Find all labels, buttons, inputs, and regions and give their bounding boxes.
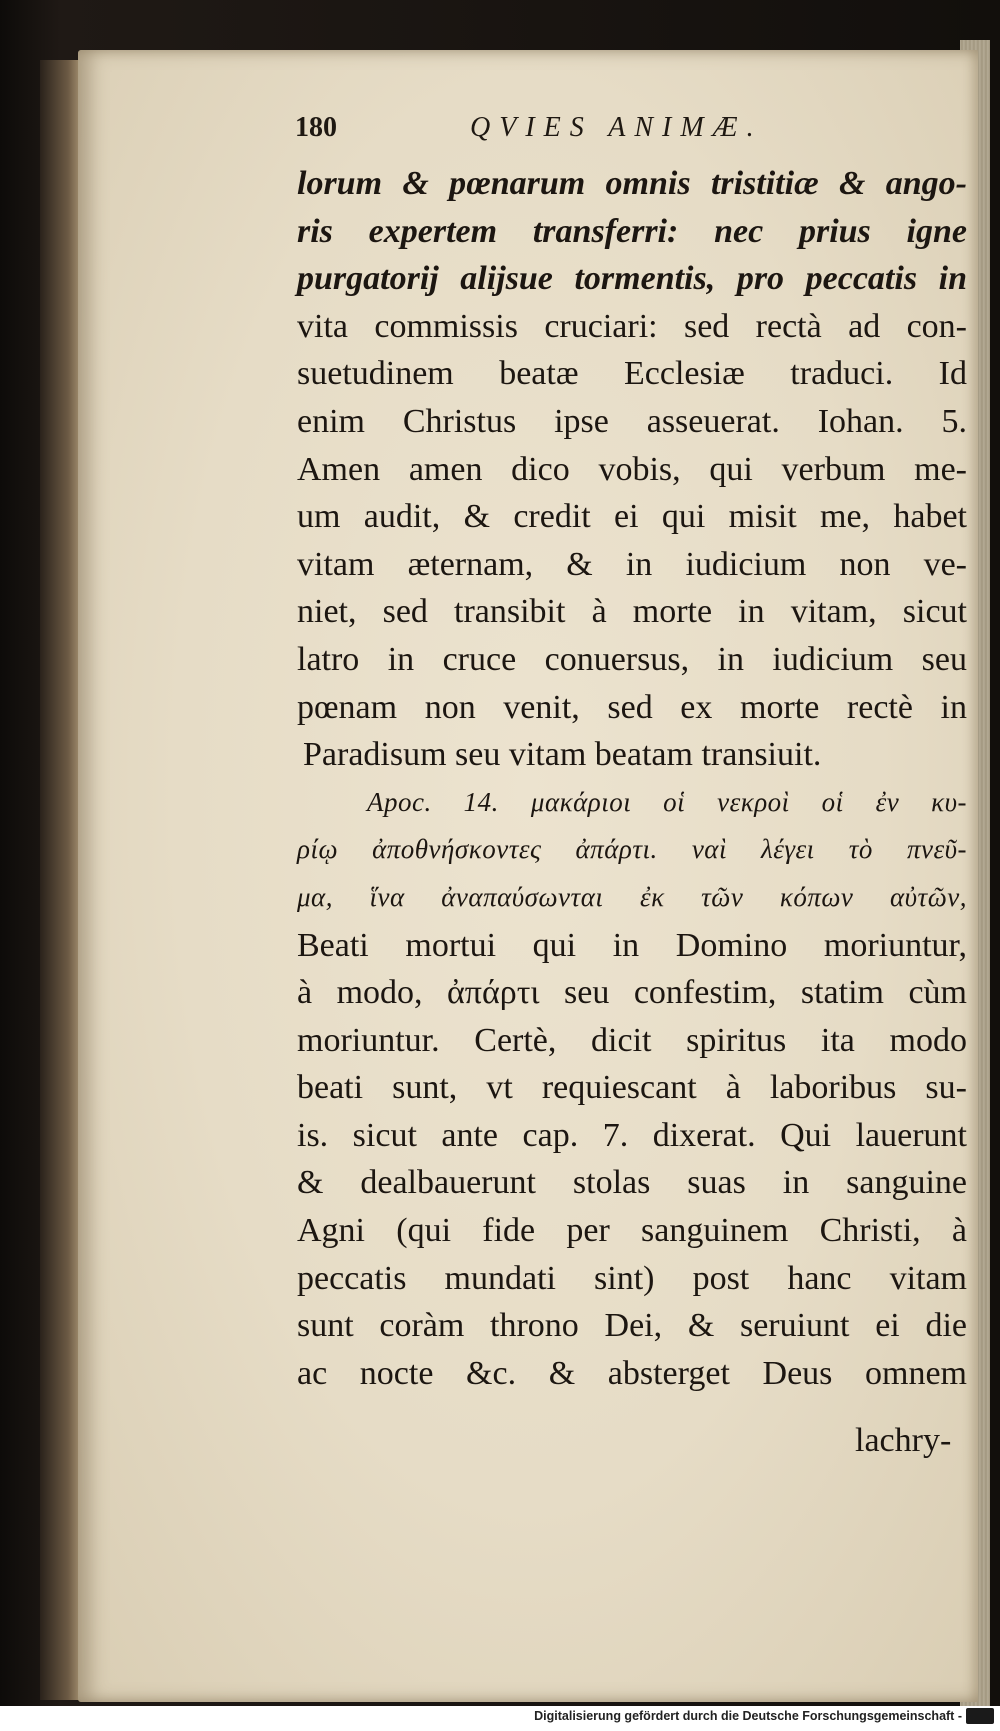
text-line: um audit, & credit ei qui misit me, habet: [297, 498, 967, 536]
body-text: [297, 160, 967, 1397]
text-line: peccatis mundati sint) post hanc vitam: [297, 1259, 967, 1297]
running-title: QVIES ANIMÆ.: [470, 112, 763, 143]
text-line: moriuntur. Certè, dicit spiritus ita modo: [297, 1021, 967, 1059]
text-line: ris expertem transferri: nec prius igne: [297, 212, 967, 250]
text-line: μα, ἵνα ἀναπαύσωνται ἐκ τῶν κόπων αὐτῶν,: [297, 881, 967, 912]
text-line: suetudinem beatæ Ecclesiæ traduci. Id: [297, 355, 967, 393]
text-line: Beati mortui qui in Domino moriuntur,: [297, 926, 967, 964]
catchword: lachry-: [855, 1422, 952, 1459]
text-line: is. sicut ante cap. 7. dixerat. Qui lauerunt: [297, 1116, 967, 1154]
text-line: sunt coràm throno Dei, & seruiunt ei die: [297, 1307, 967, 1345]
page-number: 180: [295, 112, 337, 143]
text-line: pœnam non venit, sed ex morte rectè in: [297, 688, 967, 726]
page-header: [295, 112, 935, 152]
dfg-logo: [966, 1708, 994, 1724]
text-line: purgatorij alijsue tormentis, pro peccatis in: [297, 260, 967, 298]
text-line: Paradisum seu vitam beatam transiuit.: [303, 736, 822, 774]
text-line: Amen amen dico vobis, qui verbum me-: [297, 450, 967, 488]
text-line: vitam æternam, & in iudicium non ve-: [297, 545, 967, 583]
text-line: à modo, ἀπάρτι seu confestim, statim cùm: [297, 974, 967, 1012]
text-line: Apoc. 14. μακάριοι οἱ νεκροὶ οἱ ἐν κυ-: [367, 786, 967, 817]
text-line: vita commissis cruciari: sed rectà ad con-: [297, 307, 967, 345]
text-line: beati sunt, vt requiescant à laboribus su-: [297, 1069, 967, 1107]
text-line: & dealbauerunt stolas suas in sanguine: [297, 1164, 967, 1202]
book-spine-edge: [40, 60, 80, 1700]
text-line: ρίῳ ἀποθνήσκοντες ἀπάρτι. ναὶ λέγει τὸ πνεῦ-: [297, 834, 967, 865]
digitization-credit: Digitalisierung gefördert durch die Deutsche Forschungsgemeinschaft -: [534, 1709, 962, 1723]
text-line: enim Christus ipse asseuerat. Iohan. 5.: [297, 402, 967, 440]
text-line: niet, sed transibit à morte in vitam, sicut: [297, 593, 967, 631]
text-line: Agni (qui fide per sanguinem Christi, à: [297, 1212, 967, 1250]
text-line: latro in cruce conuersus, in iudicium seu: [297, 640, 967, 678]
text-line: lorum & pœnarum omnis tristitiæ & ango-: [297, 165, 967, 202]
text-line: ac nocte &c. & absterget Deus omnem: [297, 1354, 967, 1392]
